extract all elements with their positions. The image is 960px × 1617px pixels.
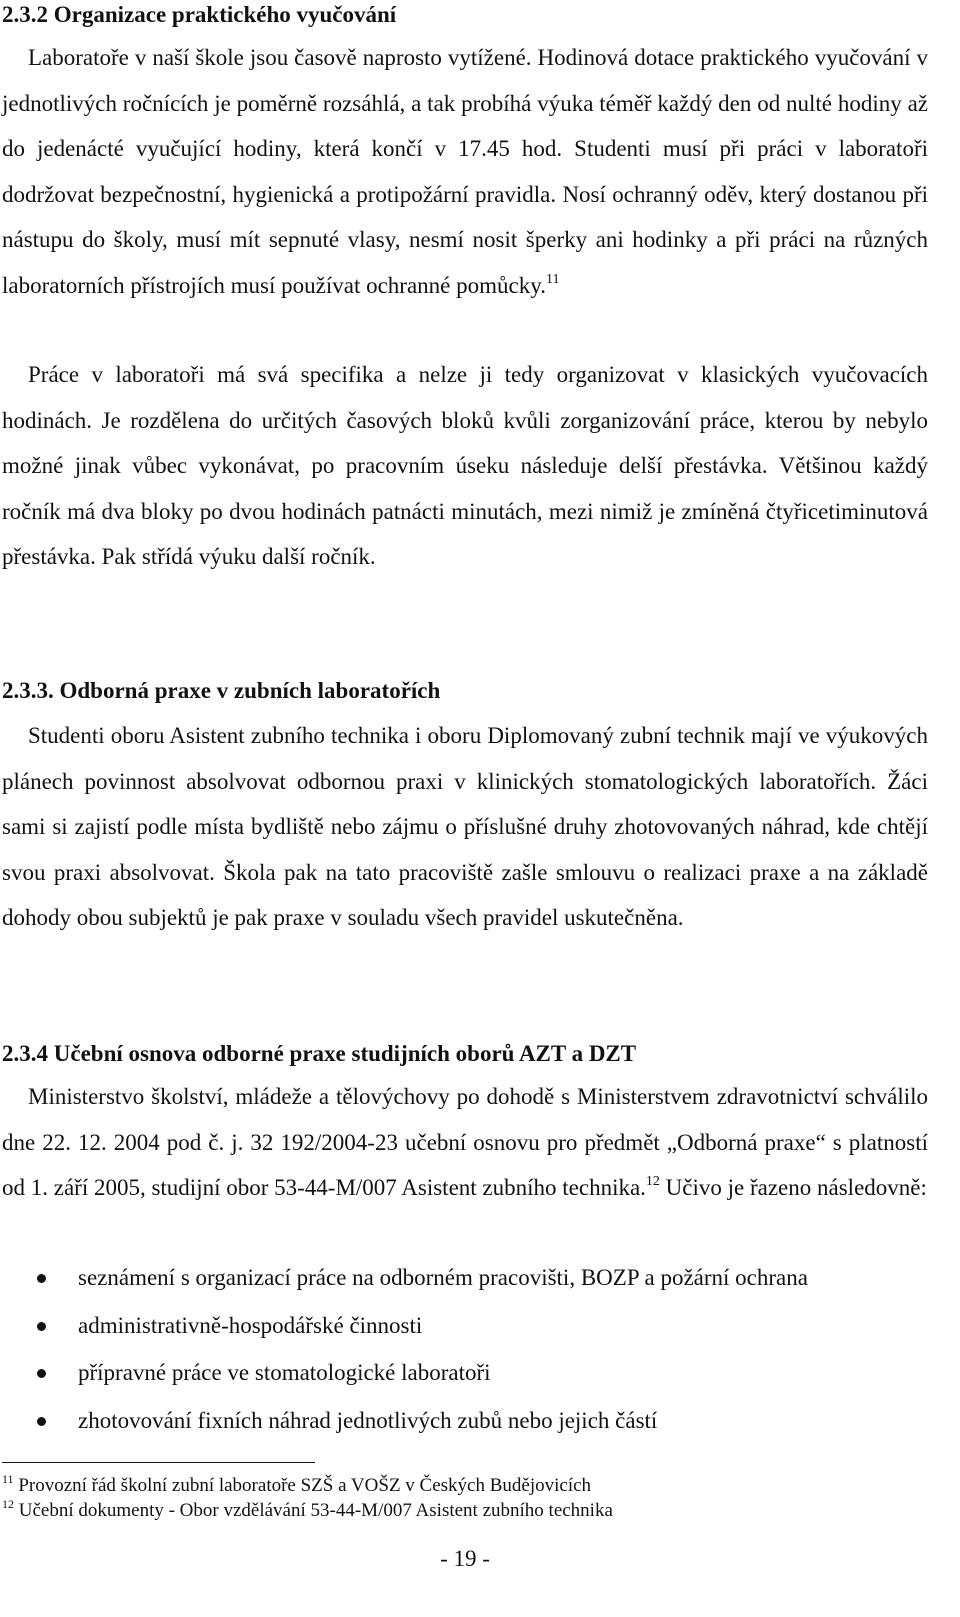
paragraph-lab-work-blocks: Práce v laboratoři má svá specifika a nelze ji tedy organizovat v klasických vyučovacích hodinách. Je rozdělena do určitých časových bloků kvůli zorganizování práce, kterou by nebylo možné jinak vůbec vykonávat, po pracovním úseku následuje delší přestávka. Většinou každý ročník má dva bloky po dvou hodinách patnácti minutách, mezi nimiž je zmíněná čtyřicetiminutová přestávka. Pak střídá výuku další ročník.: [2, 362, 928, 569]
list-item: [0, 1254, 930, 1302]
section-heading-2-3-2: 2.3.2 Organizace praktického vyučování: [2, 2, 397, 27]
list-item-text: administrativně-hospodářské činnosti: [78, 1312, 423, 1338]
section-heading-2-3-4: 2.3.4 Učební osnova odborné praxe studijních oborů AZT a DZT: [2, 1041, 637, 1066]
footnote-ref-12: 12: [645, 1174, 660, 1189]
bullet-icon: [37, 1274, 46, 1283]
curriculum-bullet-list: [0, 1254, 930, 1444]
paragraph-curriculum: [2, 1074, 928, 1211]
page-number: - 19 -: [440, 1546, 490, 1571]
paragraph-text: Ministerstvo školství, mládeže a tělovýchovy po dohodě s Ministerstvem zdravotnictví schválilo dne 22. 12. 2004 pod č. j. 32 192/2004-23 učební osnovu pro předmět „Odborná praxe“ s platností od 1. září 2005, studijní obor 53-44-M/007 Asistent zubního technika.: [2, 1084, 928, 1200]
footnote-text: Učební dokumenty - Obor vzdělávání 53-44-M/007 Asistent zubního technika: [18, 1500, 613, 1521]
bullet-icon: [37, 1369, 46, 1378]
list-item: [0, 1397, 930, 1445]
section-heading-2-3-3: 2.3.3. Odborná praxe v zubních laboratořích: [2, 678, 441, 703]
paragraph-professional-practice: Studenti oboru Asistent zubního technika i oboru Diplomovaný zubní technik mají ve výukových plánech povinnost absolvovat odbornou praxi v klinických stomatologických laboratořích. Žáci sami si zajistí podle místa bydliště nebo zájmu o příslušné druhy zhotovovaných náhrad, kde chtějí svou praxi absolvovat. Škola pak na tato pracoviště zašle smlouvu o realizaci praxe a na základě dohody obou subjektů je pak praxe v souladu všech pravidel uskutečněna.: [2, 723, 928, 930]
list-item: [0, 1302, 930, 1350]
footnote-separator: [2, 1462, 315, 1463]
list-item-text: seznámení s organizací práce na odborném pracovišti, BOZP a požární ochrana: [78, 1265, 808, 1290]
list-item-text: přípravné práce ve stomatologické laboratoři: [78, 1360, 491, 1385]
footnote-12: [2, 1497, 613, 1522]
footnote-text: Provozní řád školní zubní laboratoře SZŠ a VOŠZ v Českých Budějovicích: [18, 1475, 592, 1496]
bullet-icon: [37, 1417, 46, 1426]
paragraph-text-continued: Učivo je řazeno následovně:: [659, 1175, 927, 1200]
paragraph-text: Laboratoře v naší škole jsou časově naprosto vytížené. Hodinová dotace praktického vyučování v jednotlivých ročnících je poměrně rozsáhlá, a tak probíhá výuka téměř každý den od nulté hodiny až do jedenácté vyučující hodiny, která končí v 17.45 hod. Studenti musí při práci v laboratoři dodržovat bezpečnostní, hygienická a protipožární pravidla. Nosí ochranný oděv, který dostanou při nástupu do školy, musí mít sepnuté vlasy, nesmí nosit šperky ani hodinky a při práci na různých laboratorních přístrojích musí používat ochranné pomůcky.: [2, 45, 928, 298]
bullet-icon: [37, 1322, 46, 1331]
footnote-number: 12: [2, 1497, 14, 1511]
footnote-11: [2, 1472, 592, 1497]
footnote-ref-11: 11: [545, 271, 560, 287]
footnote-number: 11: [2, 1472, 14, 1486]
list-item-text: zhotovování fixních náhrad jednotlivých zubů nebo jejich částí: [78, 1407, 658, 1433]
list-item: [0, 1349, 930, 1397]
paragraph-laboratory-schedule: [2, 35, 928, 308]
